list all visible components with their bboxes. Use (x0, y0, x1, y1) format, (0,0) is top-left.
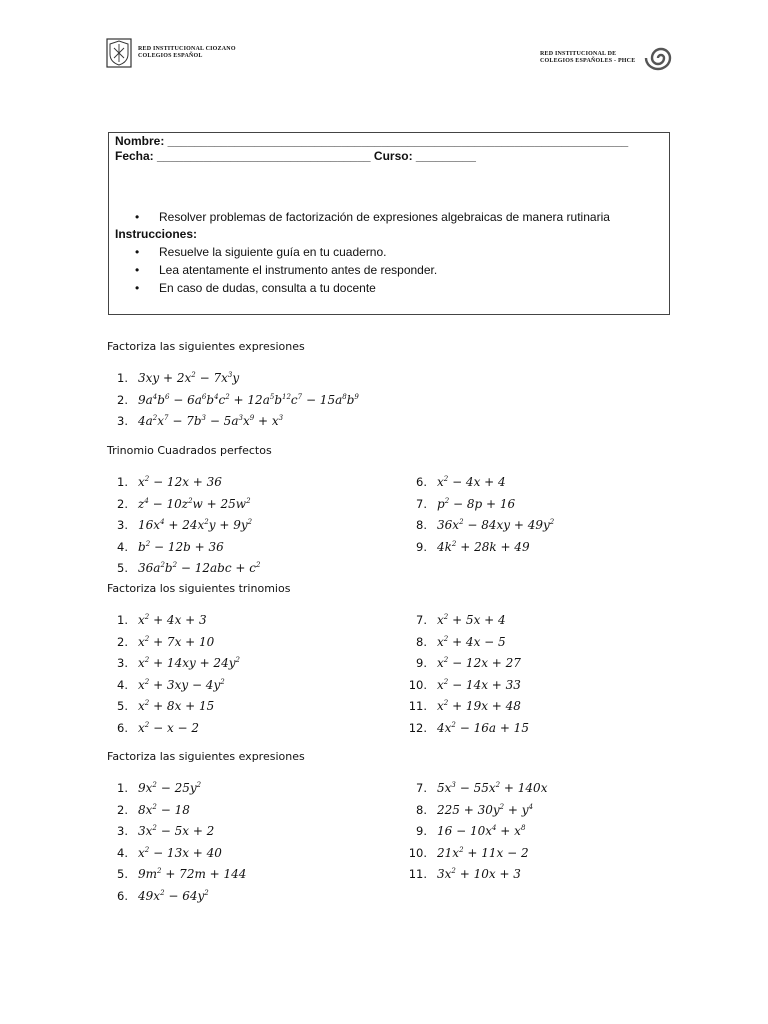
exercise-expression: $16x^4 + 24x^2y + 9y^2$ (138, 518, 253, 532)
exercise-item (403, 846, 529, 860)
exercise-item (104, 846, 222, 860)
exercise-item (403, 518, 554, 532)
exercise-expression: $x^2 - 12x + 36$ (138, 475, 222, 489)
exercise-expression: $21x^2 + 11x - 2$ (437, 845, 529, 860)
exercise-expression: $4a^2x^7 - 7b^3 - 5a^3x^9 + x^3$ (138, 414, 284, 428)
exercise-expression: $36x^2 - 84xy + 49y^2$ (437, 518, 555, 532)
bullet-dot: • (135, 281, 140, 295)
exercise-number: 2. (117, 634, 128, 649)
bullet-dot: • (135, 245, 140, 259)
spiral-logo-icon (643, 44, 679, 72)
section-title: Factoriza las siguientes expresiones (107, 750, 305, 763)
exercise-expression: $x^2 - 12x + 27$ (437, 656, 521, 670)
header-right-line1: RED INSTITUCIONAL DE (540, 51, 617, 57)
exercise-expression: $3xy + 2x^2 - 7x^3y$ (138, 371, 240, 385)
section-title: Factoriza los siguientes trinomios (107, 582, 291, 595)
exercise-number: 3. (117, 824, 128, 838)
exercise-item (104, 393, 359, 407)
exercise-expression: $p^2 - 8p + 16$ (437, 496, 516, 511)
objective-text: Resolver problemas de factorización de expresiones algebraicas de manera rutinaria (159, 210, 610, 224)
exercise-number: 8. (416, 634, 427, 649)
exercise-expression: $x^2 + 14xy + 24y^2$ (138, 656, 240, 670)
exercise-number: 2. (117, 802, 128, 817)
exercise-item (403, 475, 506, 489)
exercise-number: 10. (408, 845, 427, 860)
exercise-expression: $9m^2 + 72m + 144$ (138, 867, 247, 881)
exercise-item (104, 497, 251, 511)
exercise-number: 6. (117, 888, 128, 903)
exercise-expression: $3x^2 - 5x + 2$ (138, 824, 215, 838)
exercise-expression: $9x^2 - 25y^2$ (138, 781, 202, 795)
exercise-item (403, 540, 530, 554)
exercise-expression: $x^2 + 4x - 5$ (437, 634, 506, 649)
instruction-text: En caso de dudas, consulta a tu docente (159, 281, 376, 295)
instruction-item (135, 263, 437, 277)
exercise-expression: $x^2 + 3xy - 4y^2$ (138, 677, 225, 692)
exercise-number: 2. (117, 392, 128, 407)
exercise-number: 11. (408, 867, 427, 881)
exercise-number: 5. (117, 867, 128, 881)
exercise-item (104, 678, 225, 692)
exercise-expression: $x^2 + 19x + 48$ (437, 699, 521, 713)
exercise-expression: $36a^2b^2 - 12abc + c^2$ (138, 561, 261, 575)
student-info-box (108, 132, 670, 315)
exercise-expression: $x^2 - x - 2$ (138, 720, 200, 735)
exercise-number: 11. (408, 699, 427, 713)
header-left (106, 38, 236, 68)
section-title: Factoriza las siguientes expresiones (107, 340, 305, 353)
exercise-item (104, 656, 240, 670)
exercise-item (403, 678, 521, 692)
exercise-number: 1. (117, 781, 128, 795)
exercise-expression: $x^2 + 8x + 15$ (138, 699, 215, 713)
exercise-item (104, 781, 201, 795)
exercise-item (403, 497, 515, 511)
exercise-number: 4. (117, 539, 128, 554)
exercise-item (104, 699, 214, 713)
exercise-expression: $225 + 30y^2 + y^4$ (437, 802, 534, 817)
exercise-number: 3. (117, 656, 128, 670)
exercise-number: 7. (416, 613, 427, 627)
instruction-item (135, 245, 387, 259)
exercise-expression: $x^2 - 4x + 4$ (437, 475, 506, 489)
fecha-curso-field[interactable]: Fecha: ________________________________ Curso: _________ (115, 149, 476, 163)
exercise-expression: $5x^3 - 55x^2 + 140x$ (437, 781, 548, 795)
exercise-number: 9. (416, 824, 427, 838)
exercise-item (104, 613, 207, 627)
exercise-item (104, 475, 222, 489)
exercise-expression: $16 - 10x^4 + x^8$ (437, 824, 526, 838)
instruction-item (135, 281, 376, 295)
exercise-expression: $x^2 + 4x + 3$ (138, 613, 207, 627)
exercise-expression: $8x^2 - 18$ (138, 802, 190, 817)
objective-bullet (135, 210, 610, 224)
exercise-number: 9. (416, 656, 427, 670)
exercise-item (104, 889, 209, 903)
exercise-expression: $x^2 - 13x + 40$ (138, 845, 222, 860)
exercise-number: 1. (117, 613, 128, 627)
nombre-field[interactable]: Nombre: _____________________________________________________________________ (115, 134, 629, 148)
instrucciones-label: Instrucciones: (115, 227, 198, 241)
exercise-expression: $x^2 - 14x + 33$ (437, 677, 521, 692)
exercise-number: 6. (416, 475, 427, 489)
exercise-item (403, 824, 525, 838)
exercise-expression: $9a^4b^6 - 6a^6b^4c^2 + 12a^5b^{12}c^7 - 15a^8b^9$ (138, 392, 359, 407)
exercise-number: 5. (117, 561, 128, 575)
bullet-dot: • (135, 210, 140, 224)
exercise-item (104, 803, 190, 817)
exercise-item (403, 721, 529, 735)
exercise-number: 4. (117, 677, 128, 692)
exercise-number: 4. (117, 845, 128, 860)
exercise-expression: $x^2 + 5x + 4$ (437, 613, 506, 627)
exercise-item (104, 867, 246, 881)
exercise-number: 1. (117, 371, 128, 385)
header-right (540, 44, 679, 72)
exercise-number: 12. (408, 720, 427, 735)
exercise-item (104, 518, 252, 532)
exercise-expression: $z^4 - 10z^2w + 25w^2$ (138, 496, 251, 511)
exercise-expression: $x^2 + 7x + 10$ (138, 634, 215, 649)
exercise-number: 10. (408, 677, 427, 692)
exercise-number: 8. (416, 518, 427, 532)
exercise-item (104, 371, 239, 385)
exercise-item (403, 635, 506, 649)
exercise-number: 3. (117, 518, 128, 532)
section-title: Trinomio Cuadrados perfectos (107, 444, 272, 457)
exercise-expression: $3x^2 + 10x + 3$ (437, 867, 521, 881)
exercise-item (403, 803, 533, 817)
exercise-item (104, 635, 214, 649)
exercise-expression: $4x^2 - 16a + 15$ (437, 720, 529, 735)
exercise-number: 3. (117, 414, 128, 428)
exercise-number: 6. (117, 720, 128, 735)
exercise-item (403, 613, 506, 627)
exercise-item (403, 781, 547, 795)
header-left-line1: RED INSTITUCIONAL CIOZANO (138, 46, 236, 52)
school-crest-icon (106, 38, 132, 68)
exercise-number: 9. (416, 539, 427, 554)
exercise-expression: $4k^2 + 28k + 49$ (437, 539, 530, 554)
exercise-item (104, 561, 260, 575)
exercise-expression: $b^2 - 12b + 36$ (138, 539, 224, 554)
exercise-number: 1. (117, 475, 128, 489)
header-right-line2: COLEGIOS ESPAÑOLES - PHCE (540, 58, 636, 64)
exercise-item (104, 414, 283, 428)
exercise-number: 5. (117, 699, 128, 713)
exercise-number: 2. (117, 496, 128, 511)
exercise-item (403, 699, 521, 713)
exercise-item (104, 540, 224, 554)
exercise-item (104, 721, 199, 735)
instruction-text: Lea atentamente el instrumento antes de responder. (159, 263, 438, 277)
exercise-item (403, 656, 521, 670)
exercise-expression: $49x^2 - 64y^2$ (138, 888, 209, 903)
instruction-text: Resuelve la siguiente guía en tu cuaderno. (159, 245, 387, 259)
exercise-number: 7. (416, 781, 427, 795)
exercise-item (104, 824, 214, 838)
exercise-number: 8. (416, 802, 427, 817)
exercise-item (403, 867, 521, 881)
header-left-line2: COLEGIOS ESPAÑOL (138, 53, 203, 59)
exercise-number: 7. (416, 496, 427, 511)
bullet-dot: • (135, 263, 140, 277)
